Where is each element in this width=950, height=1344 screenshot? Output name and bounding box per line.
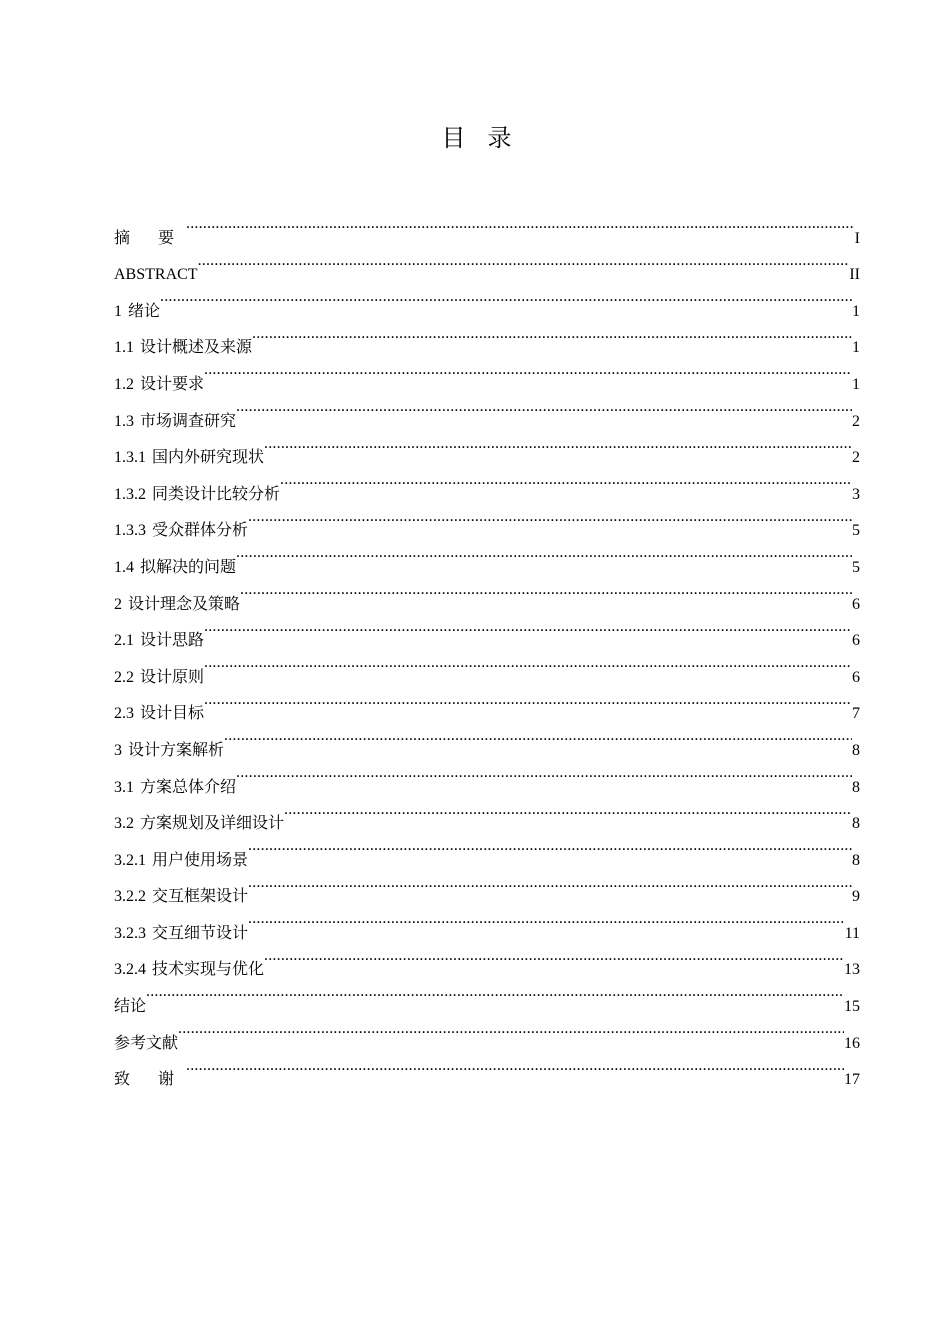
toc-entry[interactable] (114, 279, 860, 320)
toc-entry-number: 2.2 (114, 668, 134, 686)
toc-dot-leader (236, 389, 852, 426)
toc-entry-number: 3 (114, 741, 122, 759)
toc-entry-page: 13 (844, 961, 860, 979)
toc-entry-title: 方案规划及详细设计 (140, 815, 285, 833)
toc-entry-title: 设计理念及策略 (128, 595, 241, 613)
toc-entry[interactable] (114, 316, 860, 357)
toc-entry[interactable] (114, 206, 860, 247)
toc-entry-page: 2 (852, 412, 860, 430)
toc-entry-number: 1.3.1 (114, 449, 146, 467)
toc-list (114, 206, 860, 1089)
toc-entry-number: 1.4 (114, 558, 134, 576)
toc-entry-title: 交互细节设计 (152, 924, 249, 942)
toc-entry-page: 3 (852, 485, 860, 503)
toc-entry[interactable] (114, 718, 860, 759)
toc-entry-number: 3.2.4 (114, 961, 146, 979)
toc-dot-leader (248, 865, 852, 902)
toc-dot-leader (248, 901, 845, 938)
toc-entry-page: 6 (852, 668, 860, 686)
toc-dot-leader (284, 792, 852, 829)
toc-dot-leader (236, 755, 852, 792)
toc-entry-number: 2 (114, 595, 122, 613)
toc-dot-leader (252, 316, 852, 353)
toc-entry-title: 用户使用场景 (152, 851, 249, 869)
toc-entry-page: 16 (844, 1034, 860, 1052)
toc-entry[interactable] (114, 755, 860, 796)
toc-entry-page: 15 (844, 998, 860, 1016)
toc-entry-title: 方案总体介绍 (140, 778, 237, 796)
toc-entry-page: I (854, 229, 860, 247)
toc-entry-number: 2.3 (114, 705, 134, 723)
toc-entry[interactable] (114, 974, 860, 1016)
toc-entry-number: 1 (114, 302, 122, 320)
toc-entry-page: 6 (852, 632, 860, 650)
toc-dot-leader (198, 243, 850, 280)
toc-entry-page: 6 (852, 595, 860, 613)
toc-dot-leader (224, 718, 852, 755)
toc-entry-title: 设计方案解析 (128, 741, 225, 759)
toc-entry-title: 拟解决的问题 (140, 558, 237, 576)
toc-dot-leader (160, 279, 852, 316)
toc-entry[interactable] (114, 1011, 860, 1052)
toc-title: 目录 (441, 126, 534, 152)
toc-entry-title: ABSTRACT (114, 266, 198, 284)
toc-entry-number: 3.1 (114, 778, 134, 796)
toc-entry-number: 3.2.3 (114, 924, 146, 942)
toc-entry-number: 3.2.2 (114, 888, 146, 906)
toc-entry-number: 3.2 (114, 815, 134, 833)
toc-entry-page: 9 (852, 888, 860, 906)
toc-entry-page: 8 (852, 778, 860, 796)
toc-dot-leader (204, 682, 852, 719)
toc-entry-title: 设计目标 (140, 705, 205, 723)
toc-entry-title: 国内外研究现状 (152, 449, 265, 467)
toc-entry[interactable] (114, 645, 860, 686)
toc-entry-page: 8 (852, 741, 860, 759)
toc-dot-leader (186, 206, 855, 243)
toc-entry-title: 市场调查研究 (140, 412, 237, 430)
toc-dot-leader (240, 572, 852, 609)
toc-entry[interactable] (114, 243, 860, 284)
toc-entry[interactable] (114, 1048, 860, 1089)
toc-entry-page: 7 (852, 705, 860, 723)
toc-dot-leader (204, 609, 852, 646)
toc-entry-page: 5 (852, 522, 860, 540)
toc-dot-leader (204, 645, 852, 682)
toc-entry-page: 1 (852, 339, 860, 357)
toc-entry-title: 结论 (114, 998, 147, 1016)
toc-dot-leader (248, 499, 852, 536)
toc-dot-leader (248, 828, 852, 865)
toc-entry-title: 设计思路 (140, 632, 205, 650)
toc-entry-page: 17 (844, 1071, 860, 1089)
toc-entry-title: 设计概述及来源 (140, 339, 253, 357)
toc-entry-page: II (849, 266, 860, 284)
toc-dot-leader (264, 426, 852, 463)
toc-entry-page: 8 (852, 815, 860, 833)
toc-entry[interactable] (114, 609, 860, 650)
toc-dot-leader (146, 974, 844, 1011)
toc-entry-title: 交互框架设计 (152, 888, 249, 906)
toc-entry-title: 技术实现与优化 (152, 961, 265, 979)
toc-entry-page: 8 (852, 851, 860, 869)
toc-entry-number: 1.1 (114, 339, 134, 357)
toc-entry-title: 设计要求 (140, 375, 205, 393)
toc-dot-leader (186, 1048, 844, 1085)
toc-dot-leader (204, 352, 852, 389)
toc-dot-leader (236, 535, 852, 572)
toc-dot-leader (178, 1011, 844, 1048)
toc-dot-leader (280, 462, 852, 499)
toc-entry-title: 同类设计比较分析 (152, 485, 281, 503)
toc-entry-number: 3.2.1 (114, 851, 146, 869)
toc-entry-number: 1.3.3 (114, 522, 146, 540)
toc-entry[interactable] (114, 389, 860, 430)
toc-entry-page: 1 (852, 302, 860, 320)
toc-entry-page: 5 (852, 558, 860, 576)
toc-entry-title: 致 谢 (114, 1071, 187, 1089)
toc-dot-leader (264, 938, 844, 975)
toc-entry-number: 1.3.2 (114, 485, 146, 503)
toc-entry-title: 摘 要 (114, 229, 187, 247)
toc-entry-title: 受众群体分析 (152, 522, 249, 540)
toc-entry-page: 1 (852, 375, 860, 393)
toc-entry[interactable] (114, 352, 860, 393)
toc-entry[interactable] (114, 682, 860, 723)
toc-entry-page: 2 (852, 449, 860, 467)
toc-entry-number: 1.2 (114, 375, 134, 393)
toc-entry-title: 设计原则 (140, 668, 205, 686)
toc-entry-title: 绪论 (128, 302, 161, 320)
toc-entry-number: 2.1 (114, 632, 134, 650)
toc-entry-page: 11 (844, 924, 860, 942)
toc-entry-title: 参考文献 (114, 1034, 179, 1052)
toc-entry-number: 1.3 (114, 412, 134, 430)
